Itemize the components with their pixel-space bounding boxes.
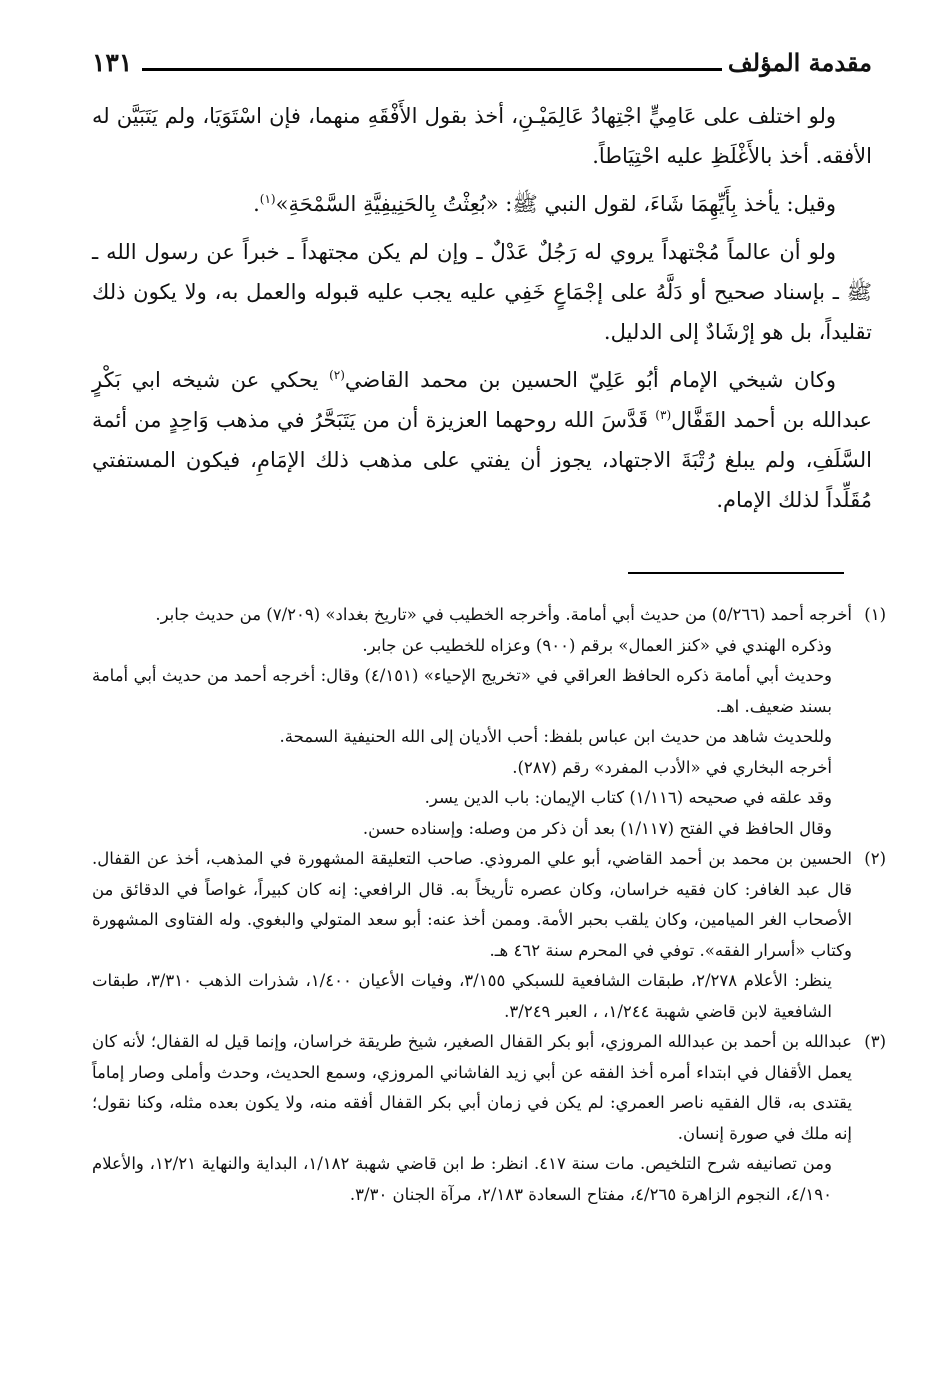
paragraph-4-text-a: وكان شيخي الإمام أبُو عَلِيّ الحسين بن محمد القاضي	[344, 368, 837, 392]
footnote-3-main: عبدالله بن أحمد بن عبدالله المروزي، أبو بكر القفال الصغير، شيخ طريقة خراسان، وإنما قيل له القفال؛ لأنه كان يعمل الأقفال في ابتداء أمره أخذ الفقه عن أبي زيد الفاشاني المروزي، وسمع الحديث، وحدث وأملى وصار إماماً يقتدى به، قال الفقيه ناصر العمري: لم يكن في زمان أبي بكر القفال أفقه منه، ولا يكون بعده مثله، وكنا نقول؛ إنه ملك في صورة إنسان.	[92, 1032, 852, 1143]
footnote-1-main: أخرجه أحمد (٥/٢٦٦) من حديث أبي أمامة. وأخرجه الخطيب في «تاريخ بغداد» (٧/٢٠٩) من حديث جابر.	[155, 605, 852, 624]
footnote-3	[92, 1027, 886, 1149]
page-number: ١٣١	[92, 48, 133, 77]
footnotes	[92, 600, 886, 1210]
footnote-ref-1[interactable]: (١)	[259, 192, 276, 206]
main-text	[92, 96, 872, 528]
footnote-2-number: (٢)	[864, 849, 886, 868]
paragraph-4-text-c: قَدَّسَ الله روحهما العزيزة أن من يَتَبَحَّرُ في مذهب وَاحِدٍ من أئمة السَّلَفِ، ولم يبلغ رُتْبَةَ الاجتهاد، يجوز أن يفتي على مذهب ذلك الإمَامِ، فيكون المستفتي مُقَلِّداً لذلك الإمام.	[92, 408, 872, 512]
paragraph-3	[92, 232, 872, 352]
footnote-2-refs: ينظر: الأعلام ٢/٢٧٨، طبقات الشافعية للسبكي ٣/١٥٥، وفيات الأعيان ١/٤٠٠، شذرات الذهب ٣/٣١٠، طبقات الشافعية لابن قاضي شهبة ١/٢٤٤، ، العبر ٣/٢٤٩.	[92, 971, 832, 1021]
paragraph-1	[92, 96, 872, 176]
header-rule	[142, 68, 722, 71]
footnote-2	[92, 844, 886, 966]
paragraph-4	[92, 360, 872, 520]
footnote-1-line-7: وقال الحافظ في الفتح (١/١١٧) بعد أن ذكر من وصله: وإسناده حسن.	[362, 818, 832, 838]
footnote-1-line-4: وللحديث شاهد من حديث ابن عباس بلفظ: أحب الأديان إلى الله الحنيفية السمحة.	[279, 727, 832, 746]
footnote-ref-3[interactable]: (٣)	[655, 408, 672, 422]
footnote-1-number: (١)	[864, 605, 886, 624]
paragraph-2-end: .	[253, 192, 260, 216]
footnote-1-line-2: وذكره الهندي في «كنز العمال» برقم (٩٠٠) وعزاه للخطيب عن جابر.	[362, 635, 832, 655]
paragraph-4-text-b: يحكي عن شيخه ابي بَكْرٍ عبدالله بن أحمد القَفَّال	[92, 368, 872, 432]
footnote-1-line-5: أخرجه البخاري في «الأدب المفرد» رقم (٢٨٧).	[512, 757, 832, 777]
paragraph-3-text: ولو أن عالماً مُجْتهداً يروي له رَجُلٌ عَدْلٌ ـ وإن لم يكن مجتهداً ـ خبراً عن رسول الله ـ ﷺ ـ بإسناد صحيح أو دَلَّهُ على إجْمَاعٍ خَفِي عليه يجب عليه قبوله والعمل به، ولا يكون ذلك تقليداً، بل هو إرْشَادٌ إلى الدليل.	[92, 240, 872, 344]
footnote-1	[92, 600, 886, 631]
footnote-1-line-6: وقد علقه في صحيحه (١/١١٦) كتاب الإيمان: باب الدين يسر.	[424, 788, 832, 807]
page-header	[92, 48, 872, 88]
paragraph-2	[92, 184, 872, 224]
footnote-2-main: الحسين بن محمد بن أحمد القاضي، أبو علي المروذي. صاحب التعليقة المشهورة في المذهب، أخذ عن القفال. قال عبد الغافر: كان فقيه خراسان، وكان عصره تأريخاً به. قال الرافعي: إنه كان كبيراً، غواصاً في الدقائق من الأصحاب الغر الميامين، وكان يلقب بحبر الأمة. وممن أخذ عنه: أبو سعد المتولي والبغوي. وله الفتاوى المشهورة وكتاب «أسرار الفقه». توفي في المحرم سنة ٤٦٢ هـ.	[92, 849, 852, 960]
paragraph-1-text: ولو اختلف على عَامِيٍّ اجْتِهادُ عَالِمَيْـنِ، أخذ بقول الأَفْقَهِ منهما، فإن اسْتَوَيَا، ولم يَتَبَيَّن له الأفقه. أخذ بالأَغْلَظِ عليه احْتِيَاطاً.	[92, 104, 872, 168]
running-title: مقدمة المؤلف	[727, 48, 872, 77]
paragraph-2-text: وقيل: يأخذ بِأَيِّهِمَا شَاءَ، لقول النبي ﷺ: «بُعِثْتُ بِالحَنِيفِيَّةِ السَّمْحَةِ»	[275, 192, 836, 216]
footnote-1-line-3: وحديث أبي أمامة ذكره الحافظ العراقي في «تخريج الإحياء» (٤/١٥١) وقال: أخرجه أحمد من حديث أبي أمامة بسند ضعيف. اهـ.	[92, 666, 832, 716]
footnote-ref-2[interactable]: (٢)	[329, 368, 345, 382]
footnote-3-number: (٣)	[864, 1032, 886, 1051]
footnote-separator	[628, 572, 844, 574]
footnote-3-refs: ومن تصانيفه شرح التلخيص. مات سنة ٤١٧. انظر: ط ابن قاضي شهبة ١/١٨٢، البداية والنهاية ١٢/٢١، والأعلام ٤/١٩٠، النجوم الزاهرة ٤/٢٦٥، مفتاح السعادة ٢/١٨٣، مرآة الجنان ٣/٣٠.	[92, 1154, 832, 1204]
